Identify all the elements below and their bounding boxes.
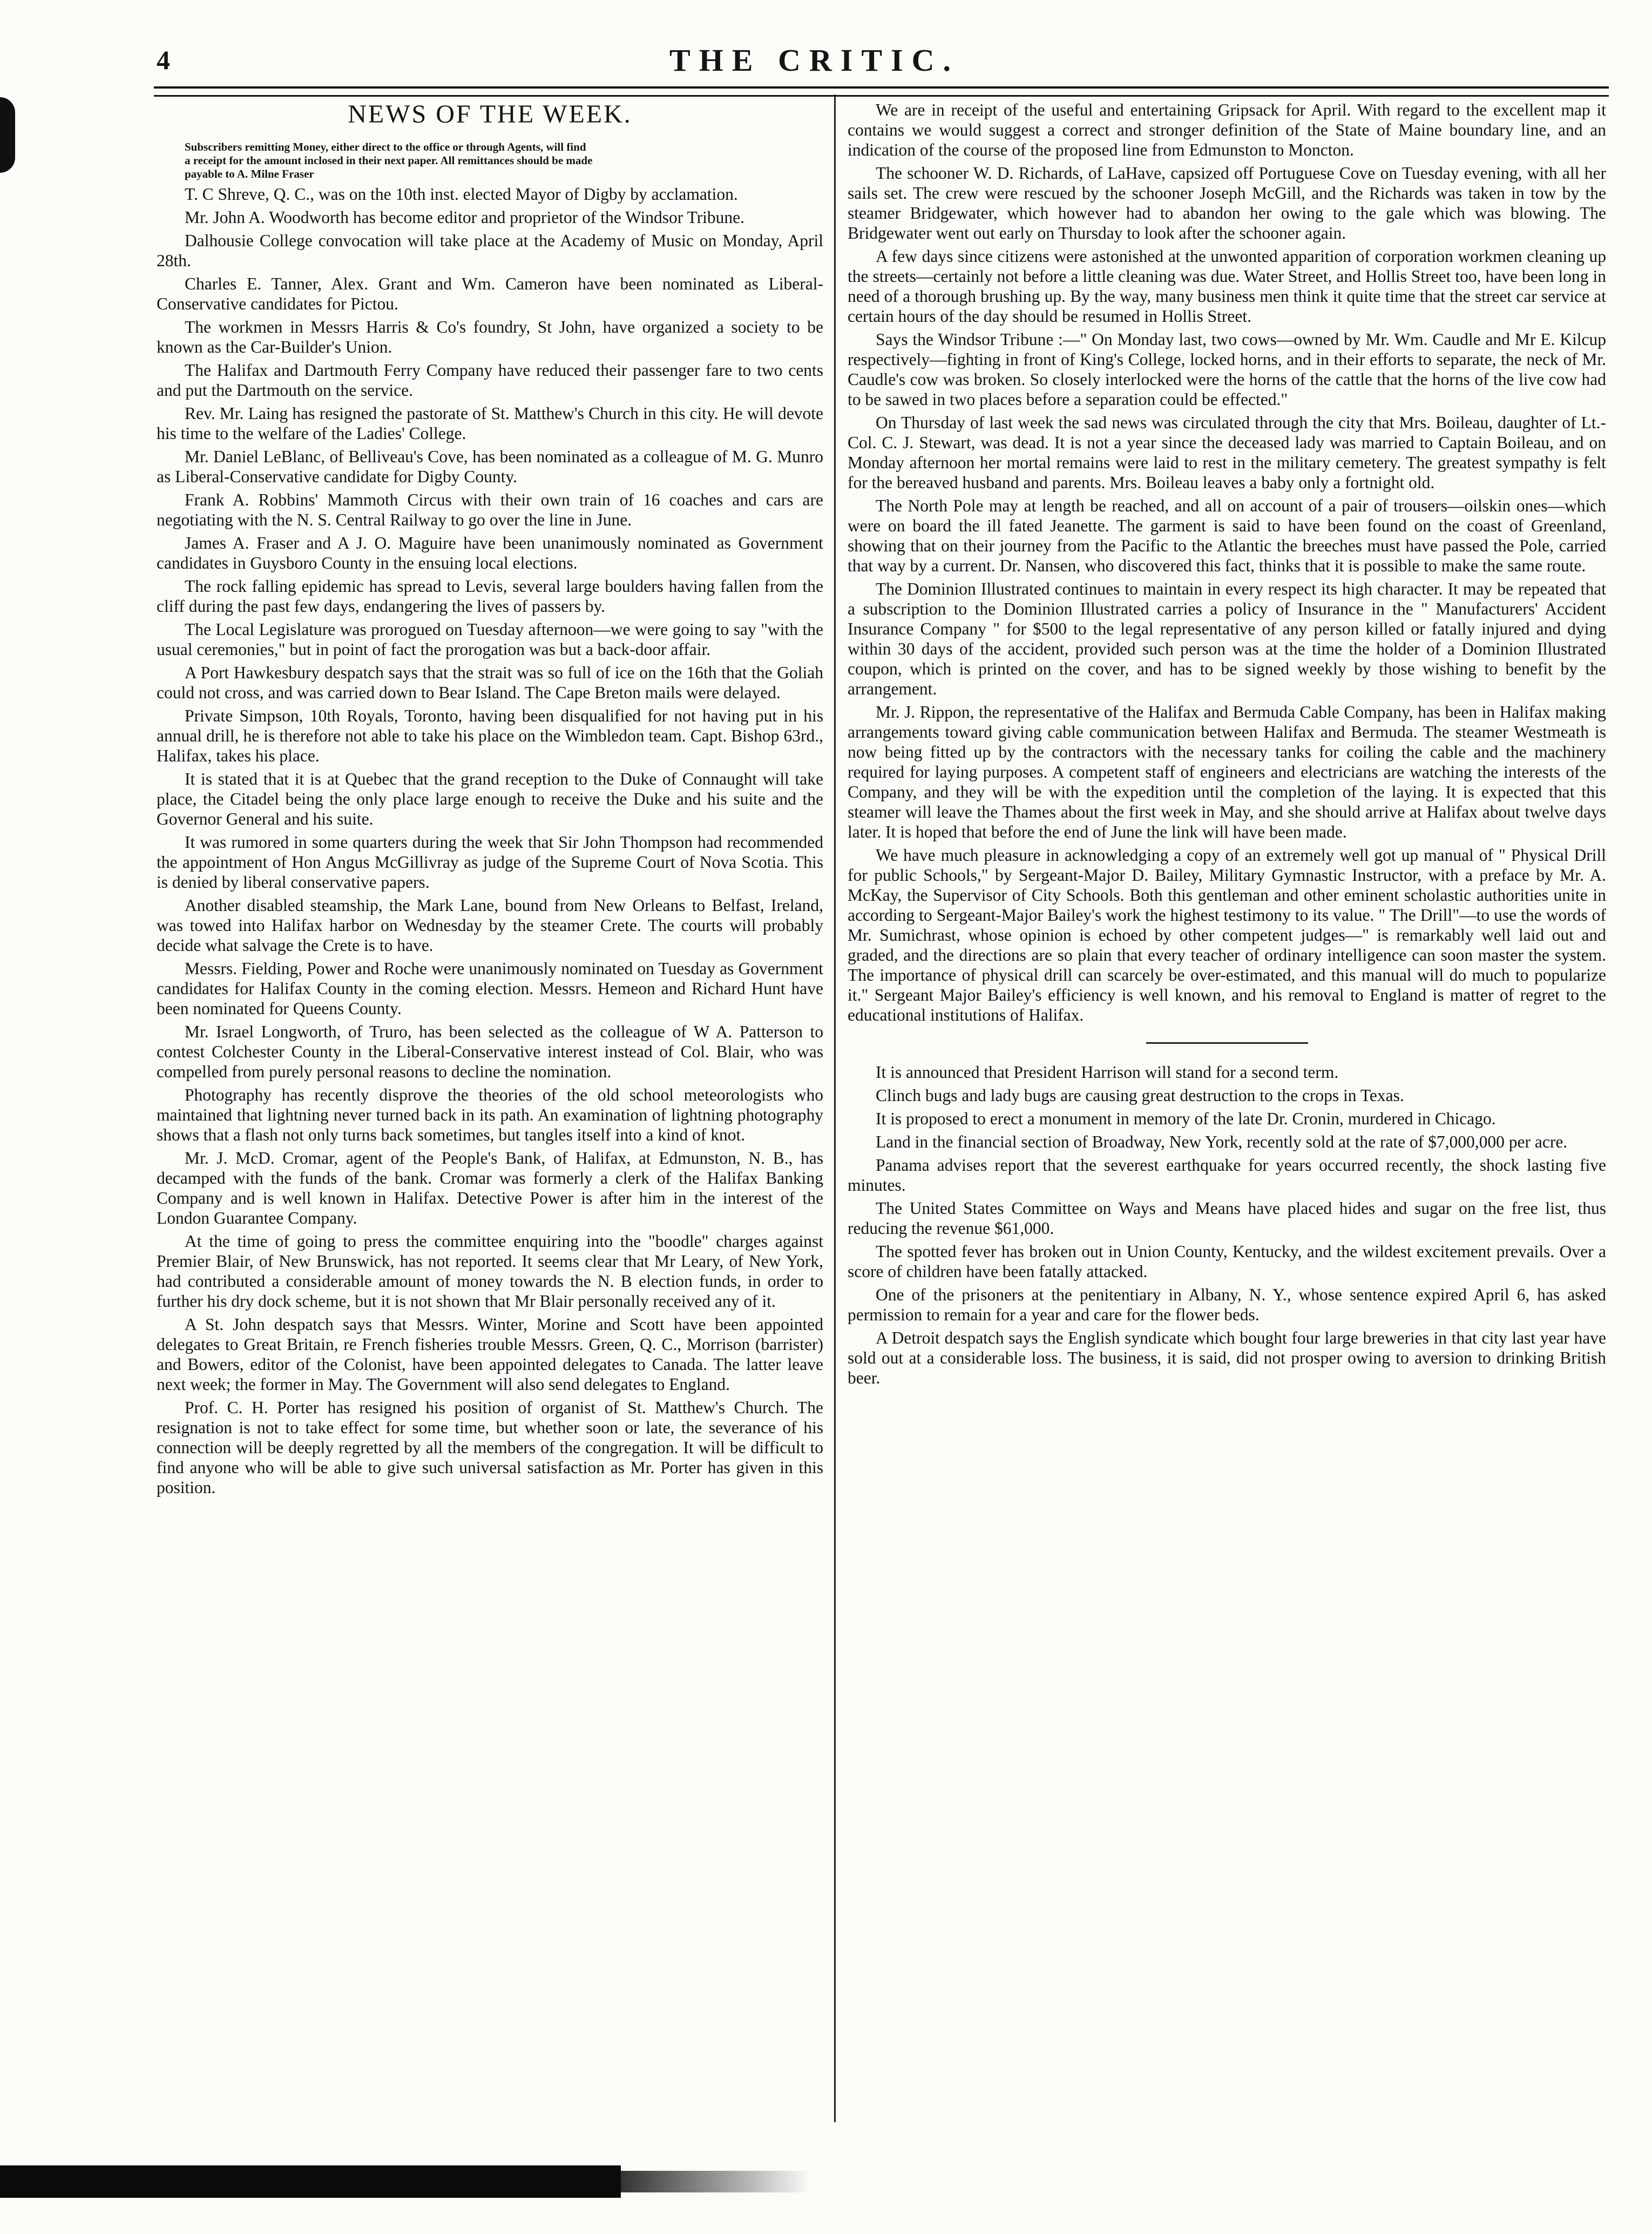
news-paragraph: Messrs. Fielding, Power and Roche were unanimously nominated on Tuesday as Government candidates for Halifax County in the coming election. Messrs. Hemeon and Richard Hunt have been nominated for Queens County. — [157, 959, 823, 1018]
news-paragraph: Charles E. Tanner, Alex. Grant and Wm. Cameron have been nominated as Liberal-Conservative candidates for Pictou. — [157, 274, 823, 313]
news-paragraph: Mr. John A. Woodworth has become editor and proprietor of the Windsor Tribune. — [185, 208, 745, 227]
news-paragraph: Dalhousie College convocation will take place at the Academy of Music on Monday, April 28th. — [157, 231, 823, 270]
news-paragraph: It was rumored in some quarters during the week that Sir John Thompson had recommended the appointment of Hon Angus McGillivray as judge of the Supreme Court of Nova Scotia. This is denied by liberal conservative papers. — [157, 833, 823, 892]
news-paragraph: The Local Legislature was prorogued on Tuesday afternoon—we were going to say "with the usual ceremonies," but in point of fact the prorogation was but a back-door affair. — [157, 620, 823, 659]
scan-edge-mark — [0, 97, 15, 173]
news-paragraph: Panama advises report that the severest earthquake for years occurred recently, the shock lasting five minutes. — [848, 1156, 1606, 1194]
news-paragraph: The North Pole may at length be reached, and all on account of a pair of trousers—oilskin ones—which were on board the ill fated Jeanette. The garment is said to have been found on the coast of Greenland, showing that on their journey from the Pacific to the Atlantic the breeches must have passed the Pole, carried that way by a current. Dr. Nansen, who discovered this fact, thinks that it is possible to make the same route. — [848, 496, 1606, 575]
news-paragraph: Mr. Israel Longworth, of Truro, has been selected as the colleague of W A. Patterson to contest Colchester County in the Liberal-Conservative interest instead of Col. Blair, who was compelled from purely personal reasons to decline the nomination. — [157, 1022, 823, 1081]
news-paragraph: Land in the financial section of Broadway, New York, recently sold at the rate of $7,000,000 per acre. — [876, 1132, 1568, 1151]
news-paragraph: The Dominion Illustrated continues to maintain in every respect its high character. It may be repeated that a subscription to the Dominion Illustrated carries a policy of Insurance in the " Manufacturers' Accident Insurance Company " for $500 to the legal representative of any person killed or fatally injured and dying within 30 days of the accident, provided such person was at the time the holder of a Dominion Illustrated coupon, which is printed on the cover, and has to be signed weekly by those wishing to benefit by the arrangement. — [848, 579, 1606, 698]
news-paragraph: The schooner W. D. Richards, of LaHave, capsized off Portuguese Cove on Tuesday evening, with all her sails set. The crew were rescued by the schooner Joseph McGill, and the Richards was taken in tow by the steamer Bridgewater, which however had to abandon her owing to the gale which was blowing. The Bridgewater went out early on Thursday to look after the schooner again. — [848, 164, 1606, 242]
news-paragraph: The United States Committee on Ways and Means have placed hides and sugar on the free list, thus reducing the revenue $61,000. — [848, 1199, 1606, 1238]
notice-line: a receipt for the amount inclosed in their next paper. All remittances should be made — [185, 154, 593, 167]
right-news-items — [848, 100, 1606, 1025]
news-paragraph: We have much pleasure in acknowledging a copy of an extremely well got up manual of " Physical Drill for public Schools," by Sergeant-Major D. Bailey, Military Gymnastic Instructor, with a preface by Mr. A. McKay, the Supervisor of City Schools. Both this gentleman and other eminent scholastic authorities unite in according to Sergeant-Major Bailey's work the highest testimony to its value. " The Drill"—to use the words of Mr. Sumichrast, whose opinion is echoed by other competent judges—" is remarkably well laid out and graded, and the directions are so plain that every teacher of ordinary intelligence can soon master the system. The importance of physical drill can scarcely be over-estimated, and this manual will do much to popularize it." Sergeant Major Bailey's efficiency is well known, and his removal to England is matter of regret to the educational institutions of Halifax. — [848, 846, 1606, 1024]
news-paragraph: A St. John despatch says that Messrs. Winter, Morine and Scott have been appointed delegates to Great Britain, re French fisheries trouble Messrs. Green, Q. C., Morrison (barrister) and Bowers, editor of the Colonist, have been appointed delegates to Canada. The latter leave next week; the former in May. The Government will also send delegates to England. — [157, 1315, 823, 1394]
left-news-items — [157, 184, 823, 1497]
news-paragraph: The workmen in Messrs Harris & Co's foundry, St John, have organized a society to be known as the Car-Builder's Union. — [157, 318, 823, 356]
section-title: NEWS OF THE WEEK. — [348, 100, 632, 129]
news-paragraph: The rock falling epidemic has spread to Levis, several large boulders having fallen from the cliff during the past few days, endangering the lives of passers by. — [157, 577, 823, 616]
brief-news-items — [848, 1062, 1606, 1388]
news-paragraph: We are in receipt of the useful and entertaining Gripsack for April. With regard to the excellent map it contains we would suggest a correct and stronger definition of the State of Maine boundary line, and an indication of the course of the proposed line from Edmunston to Moncton. — [848, 100, 1606, 159]
notice-line: payable to A. Milne Fraser — [185, 167, 314, 180]
scan-bottom-bar — [0, 2165, 621, 2198]
news-paragraph: Prof. C. H. Porter has resigned his position of organist of St. Matthew's Church. The resignation is not to take effect for some time, but whether soon or late, the severance of his connection will be deeply regretted by all the members of the congregation. It will be difficult to find anyone who will be able to give such universal satisfaction as Mr. Porter has given in this position. — [157, 1398, 823, 1497]
news-paragraph: It is proposed to erect a monument in memory of the late Dr. Cronin, murdered in Chicago. — [876, 1109, 1496, 1128]
subscriber-notice — [157, 140, 823, 181]
news-paragraph: Photography has recently disprove the theories of the old school meteorologists who maintained that lightning never turned back in its path. An examination of lightning photography shows that a flash not only turns back sometimes, but tangles itself into a kind of knot. — [157, 1085, 823, 1144]
news-paragraph: T. C Shreve, Q. C., was on the 10th inst. elected Mayor of Digby by acclamation. — [185, 185, 738, 204]
news-paragraph: On Thursday of last week the sad news was circulated through the city that Mrs. Boileau, daughter of Lt.-Col. C. J. Stewart, was dead. It is not a year since the deceased lady was married to Captain Boileau, and on Monday afternoon her mortal remains were laid to rest in the military cemetery. The greatest sympathy is felt for the bereaved husband and parents. Mrs. Boileau leaves a baby only a fortnight old. — [848, 413, 1606, 492]
news-paragraph: Mr. Daniel LeBlanc, of Belliveau's Cove, has been nominated as a colleague of M. G. Munro as Liberal-Conservative candidate for Digby County. — [157, 447, 823, 486]
scan-bottom-shade — [621, 2171, 810, 2192]
page-number: 4 — [157, 45, 170, 75]
news-paragraph: Mr. J. McD. Cromar, agent of the People's Bank, of Halifax, at Edmunston, N. B., has decamped with the funds of the bank. Cromar was formerly a clerk of the Halifax Banking Company and is well known in Halifax. Detective Power is after him in the interest of the London Guarantee Company. — [157, 1149, 823, 1227]
news-paragraph: The Halifax and Dartmouth Ferry Company have reduced their passenger fare to two cents and put the Dartmouth on the service. — [157, 361, 823, 400]
news-paragraph: A few days since citizens were astonished at the unwonted apparition of corporation workmen cleaning up the streets—certainly not before a little cleaning was due. Water Street, and Hollis Street too, have been long in need of a thorough brushing up. By the way, many business men think it quite time that the street car service at certain hours of the day should be resumed in Hollis Street. — [848, 247, 1606, 326]
masthead: THE CRITIC. — [669, 43, 959, 78]
news-paragraph: At the time of going to press the committee enquiring into the "boodle" charges against Premier Blair, of New Brunswick, has not reported. It seems clear that Mr Leary, of New York, had contributed a considerable amount of money towards the N. B election funds, in order to further his dry dock scheme, but it is not shown that Mr Blair personally received any of it. — [157, 1232, 823, 1311]
left-column — [157, 100, 823, 1501]
news-paragraph: James A. Fraser and A J. O. Maguire have been unanimously nominated as Government candidates in Guysboro County in the ensuing local elections. — [157, 534, 823, 572]
column-divider — [834, 95, 836, 2122]
right-column — [848, 100, 1606, 1391]
news-paragraph: Mr. J. Rippon, the representative of the Halifax and Bermuda Cable Company, has been in Halifax making arrangements toward giving cable communication between Halifax and Bermuda. The steamer Westmeath is now being fitted up by the contractors with the necessary tanks for coiling the cable and the machinery required for laying purposes. A competent staff of engineers and electricians are watching the interests of the Company, and they will be with the expedition until the completion of the laying. It is expected that this steamer will leave the Thames about the first week in May, and she should arrive at Halifax about twelve days later. It is hoped that before the end of June the link will have been made. — [848, 703, 1606, 841]
news-paragraph: The spotted fever has broken out in Union County, Kentucky, and the wildest excitement prevails. Over a score of children have been fatally attacked. — [848, 1242, 1606, 1281]
news-paragraph: Rev. Mr. Laing has resigned the pastorate of St. Matthew's Church in this city. He will devote his time to the welfare of the Ladies' College. — [157, 404, 823, 443]
news-paragraph: It is announced that President Harrison will stand for a second term. — [876, 1063, 1339, 1082]
news-paragraph: Another disabled steamship, the Mark Lane, bound from New Orleans to Belfast, Ireland, was towed into Halifax harbor on Wednesday by the steamer Crete. The courts will probably decide what salvage the Crete is to have. — [157, 896, 823, 955]
news-paragraph: Says the Windsor Tribune :—" On Monday last, two cows—owned by Mr. Wm. Caudle and Mr E. Kilcup respectively—fighting in front of King's College, locked horns, and in their efforts to separate, the neck of Mr. Caudle's cow was broken. So closely interlocked were the horns of the cattle that the horns of the live cow had to be sawed in two places before a separation could be effected." — [848, 330, 1606, 409]
news-paragraph: One of the prisoners at the penitentiary in Albany, N. Y., whose sentence expired April 6, has asked permission to remain for a year and care for the flower beds. — [848, 1285, 1606, 1324]
notice-line: Subscribers remitting Money, either direct to the office or through Agents, will find — [185, 140, 586, 153]
news-paragraph: It is stated that it is at Quebec that the grand reception to the Duke of Connaught will take place, the Citadel being the only place large enough to receive the Duke and his suite and the Governor General and his suite. — [157, 770, 823, 828]
news-paragraph: Clinch bugs and lady bugs are causing great destruction to the crops in Texas. — [876, 1086, 1404, 1105]
news-paragraph: Frank A. Robbins' Mammoth Circus with their own train of 16 coaches and cars are negotiating with the N. S. Central Railway to go over the line in June. — [157, 490, 823, 529]
news-paragraph: A Detroit despatch says the English syndicate which bought four large breweries in that city last year have sold out at a considerable loss. The business, it is said, did not prosper owing to aversion to drinking British beer. — [848, 1328, 1606, 1387]
news-paragraph: Private Simpson, 10th Royals, Toronto, having been disqualified for not having put in his annual drill, he is therefore not able to take his place on the Wimbledon team. Capt. Bishop 63rd., Halifax, takes his place. — [157, 706, 823, 765]
news-paragraph: A Port Hawkesbury despatch says that the strait was so full of ice on the 16th that the Goliah could not cross, and was carried down to Bear Island. The Cape Breton mails were delayed. — [157, 663, 823, 702]
section-rule — [1146, 1042, 1308, 1044]
header-rule — [154, 86, 1609, 97]
